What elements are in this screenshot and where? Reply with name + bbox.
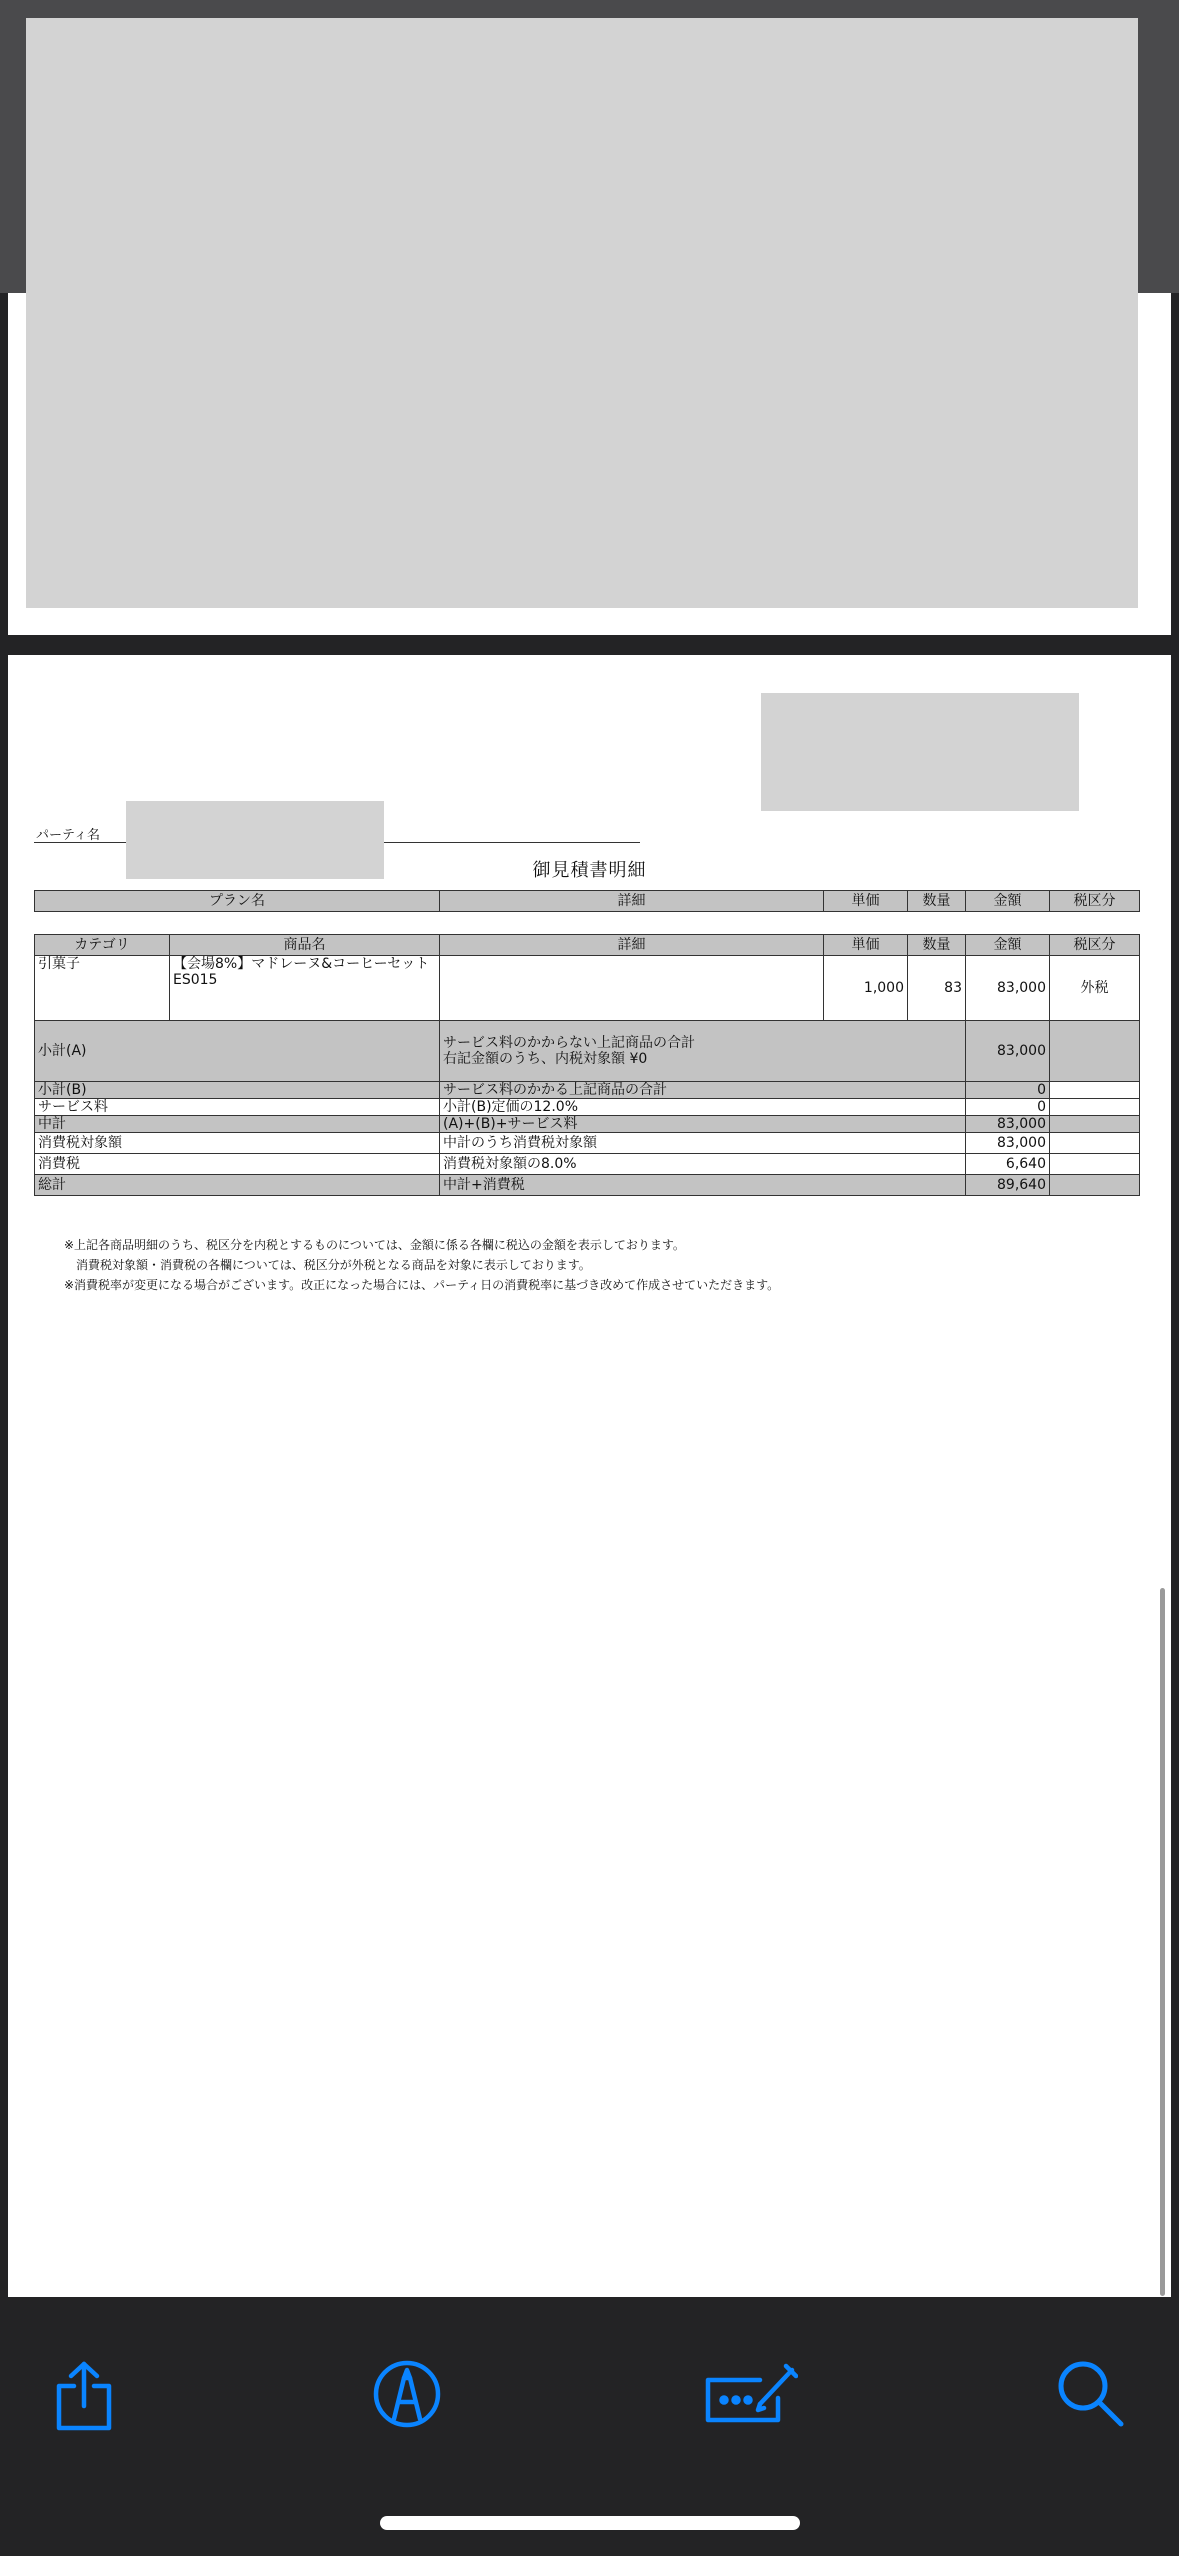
footnote-2: 消費税対象額・消費税の各欄については、税区分が外税となる商品を対象に表示しております。 <box>64 1258 591 1272</box>
consumption-tax-label: 消費税 <box>35 1154 440 1175</box>
vertical-scrollbar[interactable] <box>1160 1588 1165 2296</box>
consumption-tax-amount: 6,640 <box>966 1154 1050 1175</box>
header-plan-name: プラン名 <box>35 891 440 912</box>
subtotal-b-detail: サービス料のかかる上記商品の合計 <box>440 1082 966 1099</box>
document-title: 御見積書明細 <box>532 860 647 881</box>
subtotal-a-tax-cell <box>1050 1021 1140 1082</box>
taxable-amount-tax-cell <box>1050 1133 1140 1154</box>
table-row <box>35 956 1140 1021</box>
plan-table-header <box>35 891 1140 912</box>
search-icon <box>1055 2358 1127 2430</box>
consumption-tax-tax-cell <box>1050 1154 1140 1175</box>
markup-pen-icon <box>371 2358 443 2430</box>
grand-total-tax-cell <box>1050 1175 1140 1196</box>
subtotal-b-row <box>35 1082 1140 1099</box>
header-amount: 金額 <box>966 891 1050 912</box>
subtotal-a-detail <box>440 1021 966 1082</box>
service-fee-tax-cell <box>1050 1099 1140 1116</box>
signature-icon <box>702 2358 798 2430</box>
header-unit-price: 単価 <box>824 891 908 912</box>
redacted-company-stamp <box>761 693 1079 811</box>
header-detail: 詳細 <box>440 891 824 912</box>
header-tax-type: 税区分 <box>1050 935 1140 956</box>
midtotal-detail: (A)+(B)+サービス料 <box>440 1116 966 1133</box>
markup-button[interactable] <box>362 2349 452 2439</box>
service-fee-label: サービス料 <box>35 1099 440 1116</box>
item-product-name <box>170 956 440 1021</box>
footnote-3: ※消費税率が変更になる場合がございます。改正になった場合には、パーティ日の消費税率に基づき改めて作成させていただきます。 <box>64 1278 780 1292</box>
item-product-name-line1: 【会場8%】マドレーヌ&コーヒーセット <box>173 956 430 972</box>
subtotal-a-detail-line2: 右記金額のうち、内税対象額 ¥0 <box>443 1051 648 1067</box>
plan-table <box>34 890 1140 912</box>
grand-total-row <box>35 1175 1140 1196</box>
grand-total-amount: 89,640 <box>966 1175 1050 1196</box>
subtotal-a-detail-line1: サービス料のかからない上記商品の合計 <box>443 1034 695 1051</box>
header-category: カテゴリ <box>35 935 170 956</box>
share-button[interactable] <box>39 2351 129 2441</box>
service-fee-amount: 0 <box>966 1099 1050 1116</box>
subtotal-a-row <box>35 1021 1140 1082</box>
consumption-tax-row <box>35 1154 1140 1175</box>
signature-button[interactable] <box>702 2349 798 2439</box>
taxable-amount-label: 消費税対象額 <box>35 1133 440 1154</box>
subtotal-b-label: 小計(B) <box>35 1082 440 1099</box>
item-amount: 83,000 <box>966 956 1050 1021</box>
item-quantity: 83 <box>908 956 966 1021</box>
grand-total-detail: 中計+消費税 <box>440 1175 966 1196</box>
item-product-name-line2: ES015 <box>173 972 218 989</box>
midtotal-row <box>35 1116 1140 1133</box>
subtotal-a-label: 小計(A) <box>35 1021 440 1082</box>
header-detail: 詳細 <box>440 935 824 956</box>
service-fee-row <box>35 1099 1140 1116</box>
footnote-1: ※上記各商品明細のうち、税区分を内税とするものについては、金額に係る各欄に税込の金額を表示しております。 <box>64 1238 685 1252</box>
party-name-label: パーティ名 <box>36 828 100 843</box>
midtotal-amount: 83,000 <box>966 1116 1050 1133</box>
search-button[interactable] <box>1046 2349 1136 2439</box>
subtotal-a-amount: 83,000 <box>966 1021 1050 1082</box>
taxable-amount-value: 83,000 <box>966 1133 1050 1154</box>
taxable-amount-row <box>35 1133 1140 1154</box>
header-tax-type: 税区分 <box>1050 891 1140 912</box>
header-quantity: 数量 <box>908 935 966 956</box>
header-unit-price: 単価 <box>824 935 908 956</box>
item-table-header <box>35 935 1140 956</box>
item-tax-type: 外税 <box>1050 956 1140 1021</box>
service-fee-detail: 小計(B)定価の12.0% <box>440 1099 966 1116</box>
home-indicator[interactable] <box>380 2516 800 2530</box>
midtotal-tax-cell <box>1050 1116 1140 1133</box>
subtotal-b-tax-cell <box>1050 1082 1140 1099</box>
header-amount: 金額 <box>966 935 1050 956</box>
bottom-toolbar <box>0 2297 1179 2556</box>
consumption-tax-detail: 消費税対象額の8.0% <box>440 1154 966 1175</box>
item-table <box>34 934 1140 1196</box>
item-unit-price: 1,000 <box>824 956 908 1021</box>
header-product-name: 商品名 <box>170 935 440 956</box>
footnotes <box>64 1235 779 1295</box>
subtotal-b-amount: 0 <box>966 1082 1050 1099</box>
taxable-amount-detail: 中計のうち消費税対象額 <box>440 1133 966 1154</box>
grand-total-label: 総計 <box>35 1175 440 1196</box>
redacted-page-content <box>26 18 1138 608</box>
header-quantity: 数量 <box>908 891 966 912</box>
item-detail <box>440 956 824 1021</box>
midtotal-label: 中計 <box>35 1116 440 1133</box>
item-category: 引菓子 <box>35 956 170 1021</box>
share-icon <box>53 2360 115 2432</box>
